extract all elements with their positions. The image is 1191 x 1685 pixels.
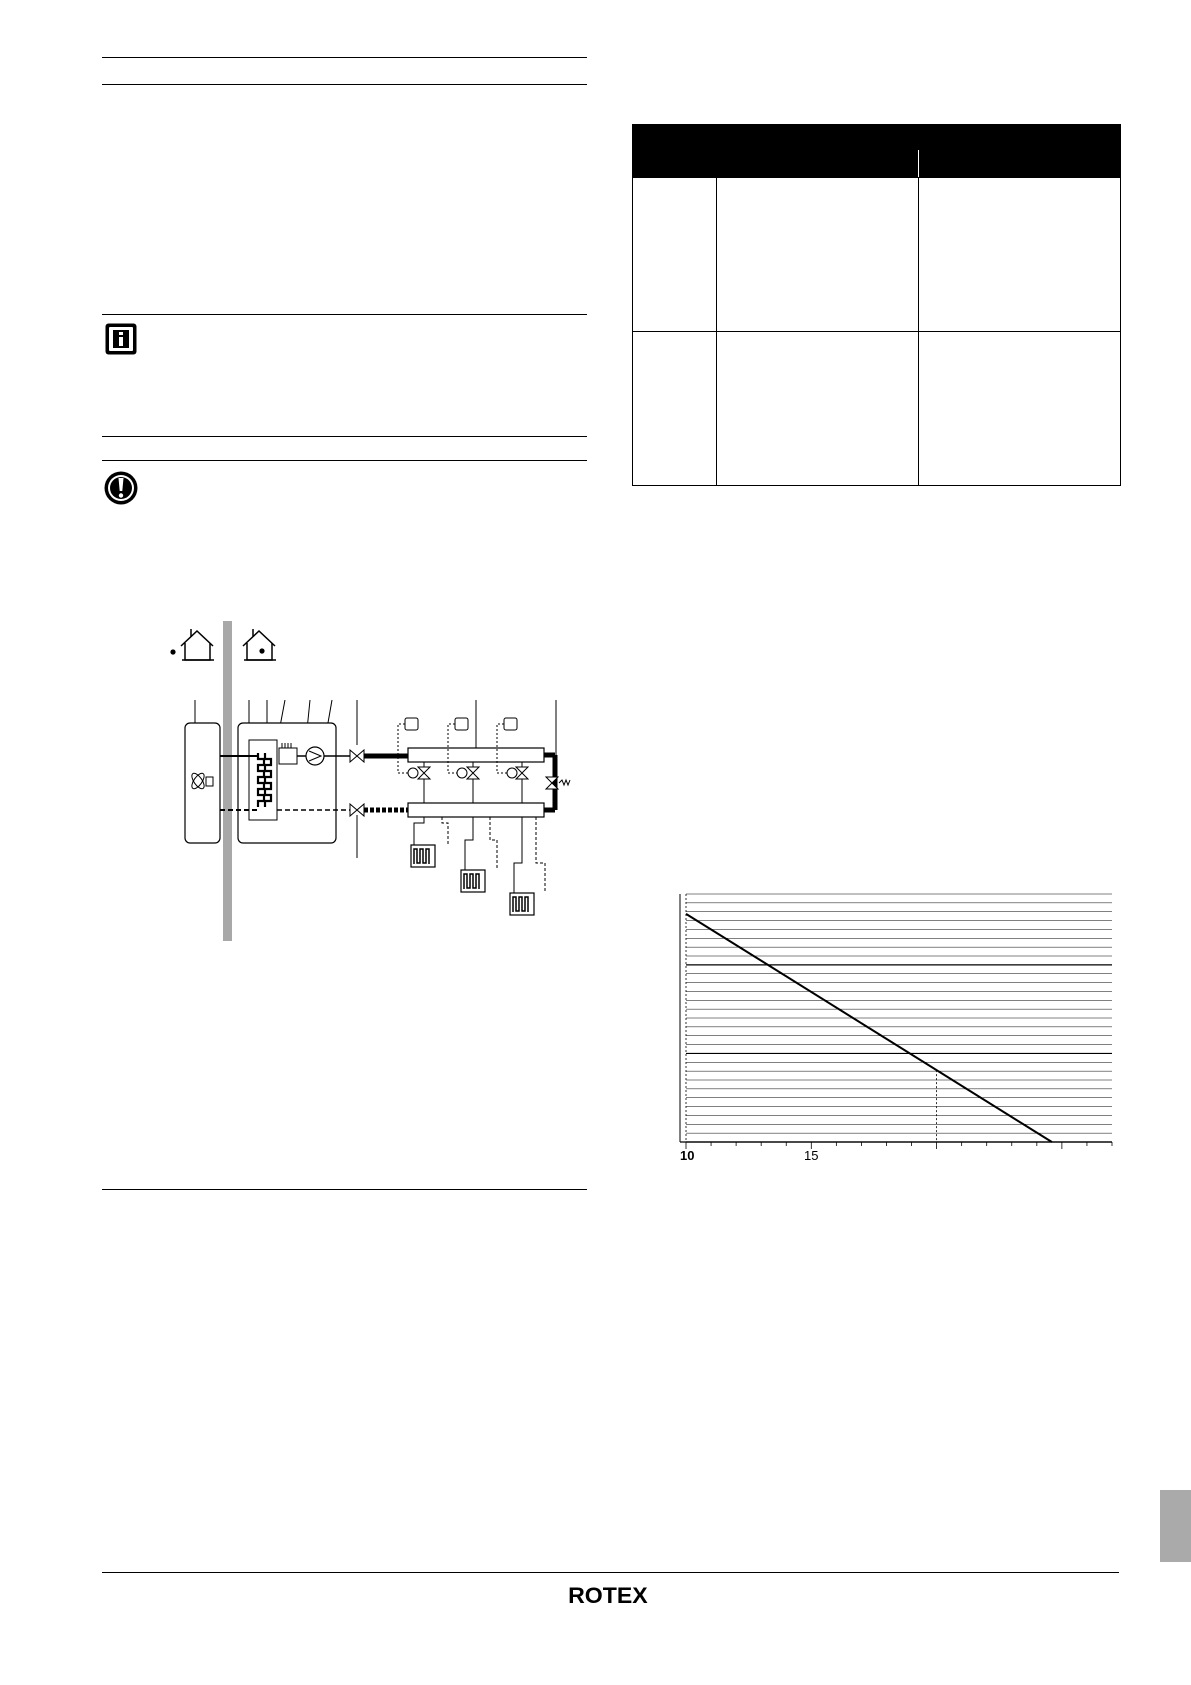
flow-chart [676, 890, 1116, 1152]
table-cell [717, 332, 919, 486]
shutoff-valve-icon [350, 750, 364, 816]
outdoor-house-icon [181, 629, 214, 660]
floor-heating-loop-icon [411, 845, 534, 915]
table-header-group [717, 125, 1121, 150]
room-thermostat-icon [405, 718, 418, 730]
table-cell [919, 332, 1121, 486]
table-cell [633, 178, 717, 332]
x-tick-label-10: 10 [680, 1148, 695, 1163]
rotex-logo: ROTEX [568, 1583, 648, 1608]
table-header-corner [633, 125, 717, 178]
footer-rule [102, 1572, 1119, 1573]
outdoor-unit [185, 723, 220, 843]
info-icon [104, 322, 138, 356]
supply-collector [408, 748, 544, 762]
rule-warning-top [102, 460, 587, 461]
indoor-house-icon [243, 629, 276, 660]
table-cell [717, 178, 919, 332]
rule-info-bottom [102, 436, 587, 437]
table-cell [919, 178, 1121, 332]
rule-top-2 [102, 84, 587, 85]
expansion-vessel [279, 748, 297, 764]
return-collector [408, 803, 544, 817]
chapter-tab [1160, 1490, 1191, 1562]
table-header-col-1 [717, 150, 919, 178]
wall [223, 621, 232, 941]
rule-section-end [102, 1189, 587, 1190]
rule-info-top [102, 314, 587, 315]
rule-top-1 [102, 57, 587, 58]
room-thermostat-icon [455, 718, 468, 730]
x-tick-label-15: 15 [804, 1148, 819, 1163]
series-line [686, 914, 1052, 1142]
table-header-col-2 [919, 150, 1121, 178]
installation-diagram [160, 615, 580, 945]
spec-table [632, 124, 1121, 486]
exclamation-icon [103, 470, 139, 506]
bypass-valve-icon [546, 777, 570, 789]
room-thermostat-icon [504, 718, 517, 730]
table-cell [633, 332, 717, 486]
